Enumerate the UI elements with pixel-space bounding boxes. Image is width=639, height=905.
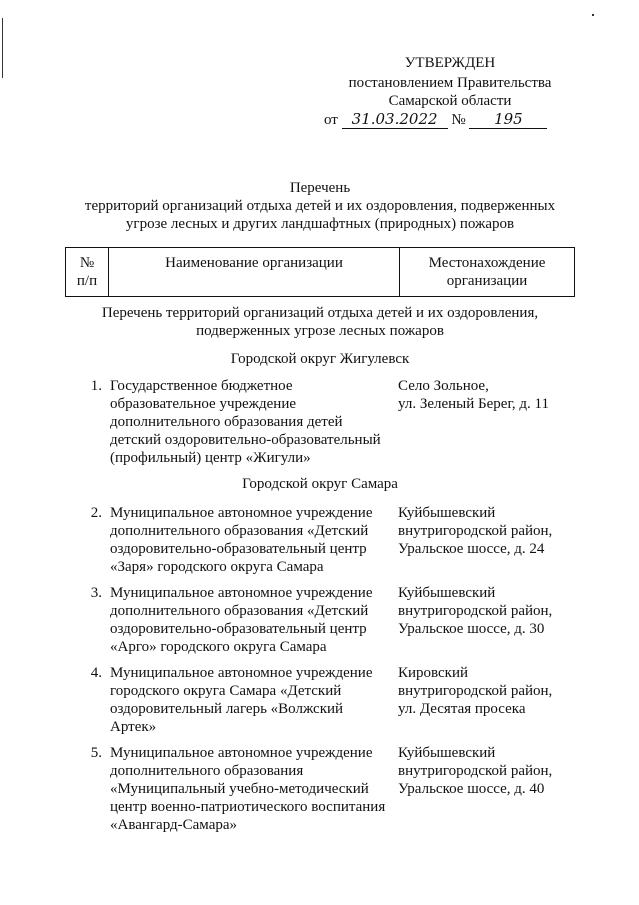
org-line: «Муниципальный учебно-методический [110, 781, 369, 797]
org-location [398, 664, 588, 718]
date-prefix: от [324, 112, 338, 128]
heading-line-1: территорий организаций отдыха детей и их оздоровления, подверженных [84, 198, 556, 214]
org-line: дополнительного образования «Детский [110, 523, 369, 539]
row-number: 5. [90, 745, 102, 761]
district-heading: Городской округ Жигулевск [230, 351, 410, 367]
org-line: «Авангард-Самара» [110, 817, 238, 833]
org-line: дополнительного образования детей [110, 414, 343, 430]
district-heading: Городской округ Самара [242, 476, 398, 492]
org-line: дополнительного образования [110, 763, 304, 779]
org-line: дополнительного образования «Детский [110, 603, 369, 619]
org-name [110, 744, 390, 834]
col-name-header [109, 248, 400, 297]
org-name [110, 504, 390, 576]
org-name [110, 584, 390, 656]
loc-line: внутригородской район, [398, 683, 553, 699]
scan-dot [592, 14, 594, 16]
col-num-line1: № [79, 255, 95, 271]
col-location-line2: организации [446, 273, 528, 289]
loc-line: Куйбышевский [398, 585, 496, 601]
col-num-header [66, 248, 109, 297]
number-prefix: № [451, 112, 466, 128]
loc-line: Село Зольное, [398, 378, 489, 394]
loc-line: Уральское шоссе, д. 24 [398, 541, 545, 557]
heading-line-2: угрозе лесных и других ландшафтных (природных) пожаров [125, 216, 515, 232]
table-header [65, 247, 575, 297]
approval-date-row [324, 110, 584, 129]
loc-line: ул. Зеленый Берег, д. 11 [398, 396, 549, 412]
row-number: 1. [90, 378, 102, 394]
org-line: «Заря» городского округа Самара [110, 559, 324, 575]
org-line: Муниципальное автономное учреждение [110, 665, 373, 681]
org-line: оздоровительный лагерь «Волжский [110, 701, 344, 717]
org-line: Муниципальное автономное учреждение [110, 505, 373, 521]
approval-line-2: Самарской области [388, 93, 512, 109]
section-line-1: Перечень территорий организаций отдыха детей и их оздоровления, [101, 305, 539, 321]
org-line: Муниципальное автономное учреждение [110, 745, 373, 761]
loc-line: Куйбышевский [398, 745, 496, 761]
org-location [398, 584, 588, 638]
org-line: городского округа Самара «Детский [110, 683, 342, 699]
org-location [398, 504, 588, 558]
loc-line: Уральское шоссе, д. 30 [398, 621, 545, 637]
col-location-line1: Местонахождение [428, 255, 546, 271]
number-value: 195 [469, 110, 547, 129]
col-num-line2: п/п [76, 273, 98, 289]
row-number: 4. [90, 665, 102, 681]
date-value: 31.03.2022 [342, 110, 448, 129]
org-line: Муниципальное автономное учреждение [110, 585, 373, 601]
row-number: 3. [90, 585, 102, 601]
org-name [110, 377, 390, 467]
approval-title: УТВЕРЖДЕН [404, 55, 496, 71]
org-line: (профильный) центр «Жигули» [110, 450, 311, 466]
loc-line: внутригородской район, [398, 603, 553, 619]
loc-line: Уральское шоссе, д. 40 [398, 781, 545, 797]
scan-edge-mark [2, 18, 3, 78]
loc-line: Куйбышевский [398, 505, 496, 521]
loc-line: внутригородской район, [398, 523, 553, 539]
approval-line-1: постановлением Правительства [348, 75, 552, 91]
org-line: «Арго» городского округа Самара [110, 639, 327, 655]
section-line-2: подверженных угрозе лесных пожаров [196, 323, 444, 339]
heading-title: Перечень [289, 180, 351, 196]
col-location-header [400, 248, 575, 297]
org-line: детский оздоровительно-образовательный [110, 432, 381, 448]
org-line: оздоровительно-образовательный центр [110, 621, 367, 637]
org-line: Государственное бюджетное [110, 378, 293, 394]
loc-line: Кировский [398, 665, 469, 681]
loc-line: внутригородской район, [398, 763, 553, 779]
org-line: центр военно-патриотического воспитания [110, 799, 386, 815]
org-location [398, 377, 588, 413]
org-line: оздоровительно-образовательный центр [110, 541, 367, 557]
org-name [110, 664, 390, 736]
row-number: 2. [90, 505, 102, 521]
org-line: Артек» [110, 719, 157, 735]
org-line: образовательное учреждение [110, 396, 297, 412]
org-location [398, 744, 588, 798]
col-name-label: Наименование организации [165, 255, 343, 271]
loc-line: ул. Десятая просека [398, 701, 526, 717]
